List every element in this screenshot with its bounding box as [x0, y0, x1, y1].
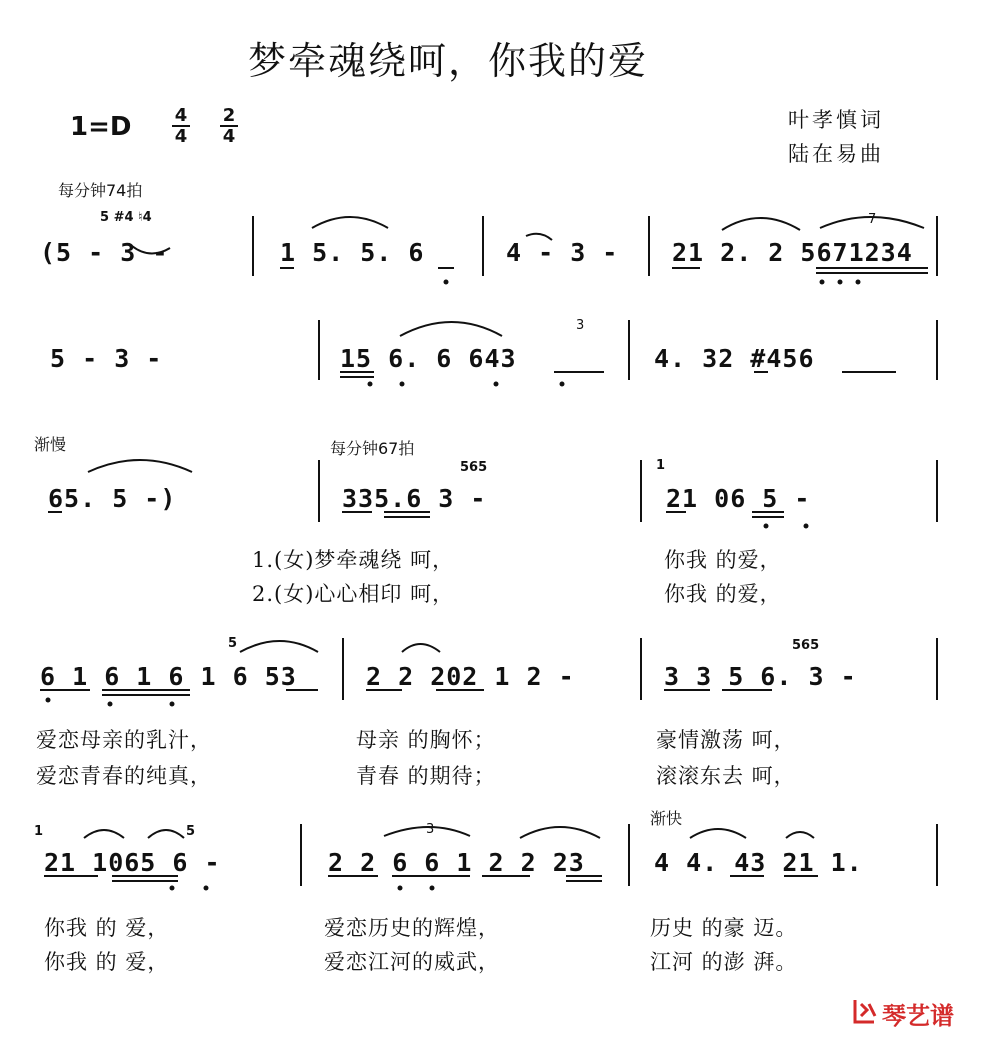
lyric-verse1: 爱恋历史的辉煌， — [324, 916, 500, 940]
song-title: 梦牵魂绕呵，你我的爱 — [248, 39, 649, 83]
low-dot — [46, 698, 51, 703]
key-signature: 1=D — [70, 112, 132, 142]
lyric-verse1: 爱恋母亲的乳汁， — [36, 728, 212, 752]
measure-1-3: 4 - 3 - — [506, 238, 619, 267]
grace-notes: 565 — [460, 460, 488, 475]
tuplet-number: 3 — [576, 318, 585, 333]
low-dot — [820, 280, 825, 285]
lyric-verse1: 你我 的 爱， — [44, 916, 170, 940]
lyric-verse1: 母亲 的胸怀； — [356, 728, 496, 752]
slur — [722, 218, 800, 230]
measure-1-4: 21 2. 2 5671234 — [672, 238, 913, 267]
slur — [88, 460, 192, 472]
slur — [384, 827, 470, 836]
grace-notes: 565 — [792, 638, 820, 653]
low-dot — [560, 382, 565, 387]
lyric-verse2: 你我 的爱， — [664, 582, 782, 606]
grace-notes: 5 — [228, 636, 238, 651]
measure-5-3: 4 4. 43 21 1. — [654, 848, 863, 877]
tempo-verse: 每分钟67拍 — [330, 439, 415, 458]
low-dot — [204, 886, 209, 891]
measure-2-2: 15 6. 6 643 — [340, 344, 517, 373]
lyric-verse2: 滚滚东去 呵， — [656, 764, 796, 788]
time-signature-4-4: $\frac{4}{4}$ — [172, 106, 190, 146]
measure-5-1: 21 1065 6 - — [44, 848, 221, 877]
slur — [402, 644, 440, 652]
measure-1-2: 1 5. 5. 6 — [280, 238, 425, 267]
lyric-verse2: 你我 的 爱， — [44, 950, 170, 974]
low-dot — [838, 280, 843, 285]
low-dot — [444, 280, 449, 285]
measure-4-3: 3 3 5 6. 3 - — [664, 662, 857, 691]
lyric-verse1: 历史 的豪 迈。 — [650, 916, 798, 940]
tempo-intro: 每分钟74拍 — [58, 181, 143, 200]
lyric-verse1: 你我 的爱， — [664, 548, 782, 572]
slur — [240, 641, 318, 652]
low-dot — [494, 382, 499, 387]
lyric-verse1: 豪情激荡 呵， — [656, 728, 796, 752]
low-dot — [430, 886, 435, 891]
low-dot — [856, 280, 861, 285]
measure-3-2: 335.6 3 - — [342, 484, 487, 513]
grace-notes: 1 — [656, 458, 666, 473]
tempo-rit: 渐慢 — [34, 435, 67, 454]
low-dot — [764, 524, 769, 529]
measure-2-1: 5 - 3 - — [50, 344, 163, 373]
watermark-logo-icon — [852, 998, 878, 1024]
low-dot — [398, 886, 403, 891]
lyric-verse2: 2.(女)心心相印 呵， — [252, 582, 455, 606]
measure-4-2: 2 2 202 1 2 - — [366, 662, 575, 691]
measure-3-3: 21 06 5 - — [666, 484, 811, 513]
low-dot — [804, 524, 809, 529]
watermark-text: 琴艺谱 — [882, 1002, 954, 1030]
slur — [520, 827, 600, 838]
low-dot — [108, 702, 113, 707]
lyric-verse2: 爱恋江河的威武， — [324, 950, 500, 974]
measure-3-1: 65. 5 -) — [48, 484, 177, 513]
slur — [132, 246, 170, 254]
slur — [84, 830, 124, 838]
slur — [820, 217, 924, 228]
measure-4-1: 6 1 6 1 6 1 6 53 — [40, 662, 297, 691]
lyric-verse2: 江河 的澎 湃。 — [650, 950, 798, 974]
grace-notes: 5 #4 ♮4 — [100, 210, 152, 225]
slur — [148, 830, 184, 838]
measure-2-3: 4. 32 #456 — [654, 344, 815, 373]
low-dot — [170, 886, 175, 891]
lyric-verse2: 爱恋青春的纯真， — [36, 764, 212, 788]
slur — [690, 829, 746, 838]
grace-notes: 5 — [186, 824, 196, 839]
low-dot — [368, 382, 373, 387]
tuplet-number: 7 — [868, 212, 877, 227]
tuplet-number: 3 — [426, 822, 435, 837]
time-signature-2-4: $\frac{2}{4}$ — [220, 106, 238, 146]
low-dot — [400, 382, 405, 387]
lyric-verse2: 青春 的期待； — [356, 764, 496, 788]
grace-notes: 1 — [34, 824, 44, 839]
slur — [786, 832, 814, 838]
measure-1-1: (5 - 3 - — [40, 238, 169, 267]
slur — [312, 217, 388, 228]
measure-5-2: 2 2 6 6 1 2 2 23 — [328, 848, 585, 877]
lyric-verse1: 1.(女)梦牵魂绕 呵， — [252, 548, 455, 572]
low-dot — [170, 702, 175, 707]
lyricist-credit: 叶孝慎词 — [788, 108, 884, 132]
slur — [526, 234, 552, 240]
tempo-accel: 渐快 — [650, 809, 683, 828]
composer-credit: 陆在易曲 — [788, 142, 884, 166]
slur — [400, 322, 502, 336]
